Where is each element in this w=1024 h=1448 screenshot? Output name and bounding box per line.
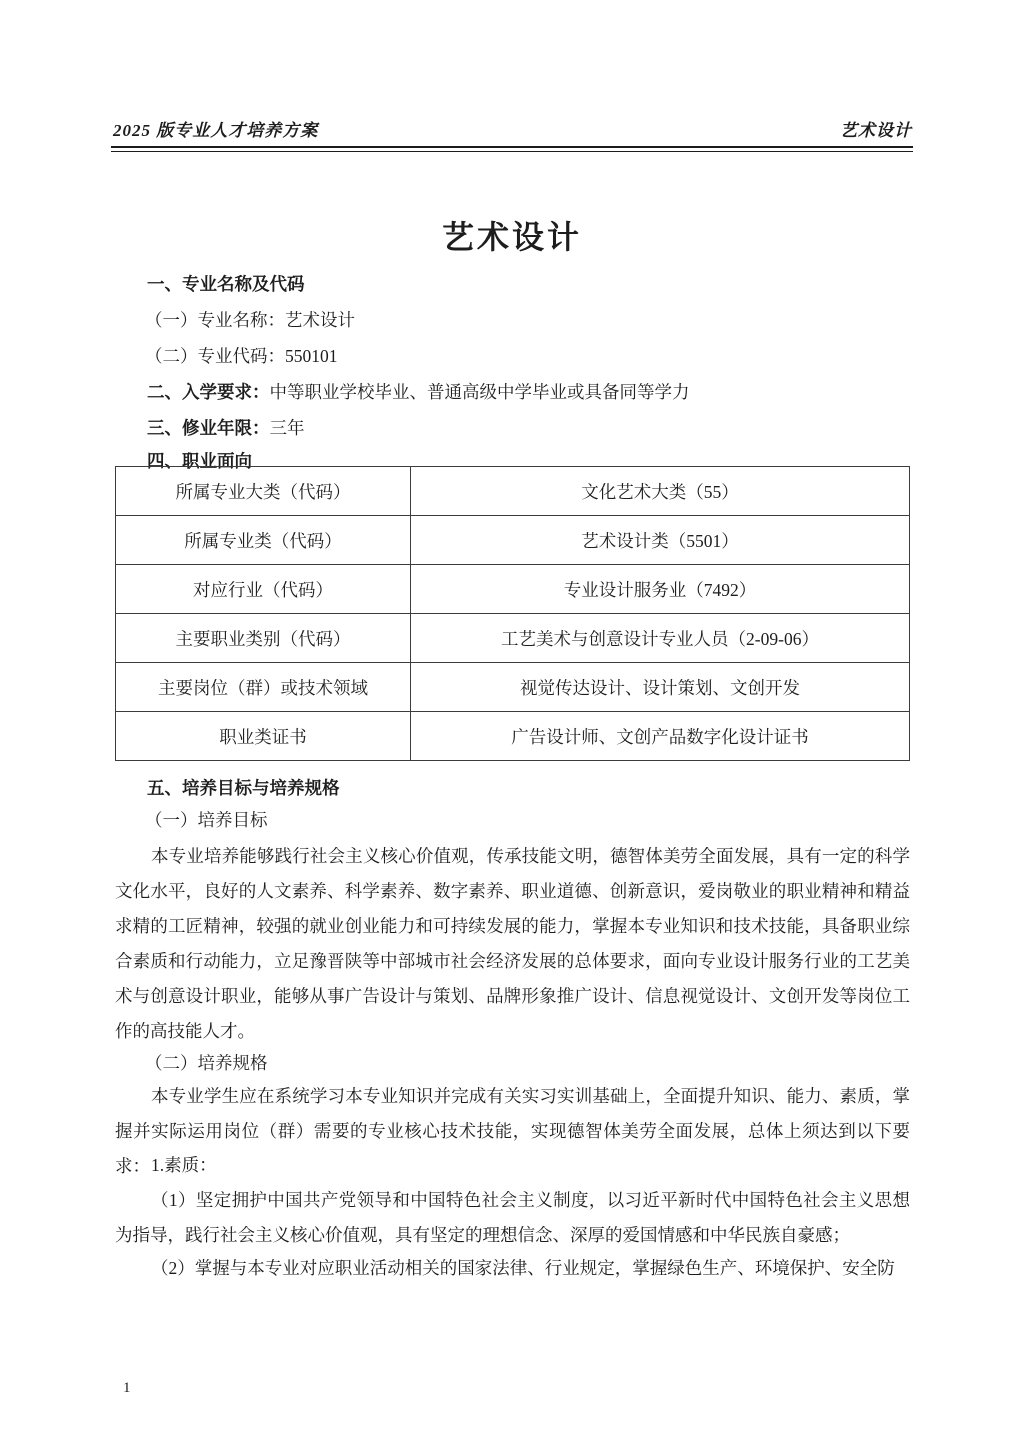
table-cell-label: 所属专业大类（代码） — [116, 467, 411, 516]
running-header-left: 2025 版专业人才培养方案 — [113, 121, 319, 140]
quality-label: 1.素质： — [151, 1155, 217, 1175]
table-cell-label: 主要岗位（群）或技术领域 — [116, 663, 411, 712]
page-number: 1 — [123, 1380, 131, 1396]
section-5-subheading-goal: （一）培养目标 — [145, 810, 268, 830]
table-cell-label: 主要职业类别（代码） — [116, 614, 411, 663]
section-1-heading: 一、专业名称及代码 — [147, 274, 305, 294]
section-3-label: 三、修业年限： — [147, 418, 270, 438]
section-3-duration — [115, 411, 910, 446]
section-2-text: 中等职业学校毕业、普通高级中学毕业或具备同等学力 — [269, 382, 690, 402]
section-2-admission — [115, 375, 910, 410]
table-cell-label: 对应行业（代码） — [116, 565, 411, 614]
table-cell-value: 艺术设计类（5501） — [411, 516, 910, 565]
section-1-item-code: （二）专业代码：550101 — [145, 346, 338, 366]
section-3-text: 三年 — [269, 418, 305, 438]
table-cell-value: 文化艺术大类（55） — [411, 467, 910, 516]
quality-item-2: （2）掌握与本专业对应职业活动相关的国家法律、行业规定，掌握绿色生产、环境保护、安全防 — [151, 1258, 895, 1278]
table-cell-label: 所属专业类（代码） — [116, 516, 411, 565]
table-row — [116, 467, 910, 516]
table-row — [116, 663, 910, 712]
table-cell-value: 广告设计师、文创产品数字化设计证书 — [411, 712, 910, 761]
section-1-item-name: （一）专业名称：艺术设计 — [145, 310, 355, 330]
table-row — [116, 712, 910, 761]
header-double-rule — [111, 146, 913, 152]
table-cell-value: 工艺美术与创意设计专业人员（2-09-06） — [411, 614, 910, 663]
section-5-subheading-spec: （二）培养规格 — [145, 1053, 268, 1073]
quality-item-1: （1）坚定拥护中国共产党领导和中国特色社会主义制度，以习近平新时代中国特色社会主义思想为指导，践行社会主义核心价值观，具有坚定的理想信念、深厚的爱国情感和中华民族自豪感； — [115, 1190, 910, 1245]
table-cell-label: 职业类证书 — [116, 712, 411, 761]
table-row — [116, 614, 910, 663]
table-cell-value: 视觉传达设计、设计策划、文创开发 — [411, 663, 910, 712]
career-orientation-table — [115, 466, 910, 761]
section-5-heading: 五、培养目标与培养规格 — [147, 778, 340, 798]
section-2-label: 二、入学要求： — [147, 382, 270, 402]
page-title: 艺术设计 — [441, 219, 582, 255]
table-row — [116, 565, 910, 614]
running-header — [113, 116, 912, 141]
table-cell-value: 专业设计服务业（7492） — [411, 565, 910, 614]
section-4-heading: 四、职业面向 — [147, 451, 252, 471]
training-spec-paragraph: 本专业学生应在系统学习本专业知识并完成有关实习实训基础上，全面提升知识、能力、素质，掌握并实际运用岗位（群）需要的专业核心技术技能，实现德智体美劳全面发展，总体上须达到以下要求： — [115, 1086, 910, 1176]
running-header-right: 艺术设计 — [840, 121, 912, 140]
training-goal-paragraph: 本专业培养能够践行社会主义核心价值观，传承技能文明，德智体美劳全面发展，具有一定的科学文化水平，良好的人文素养、科学素养、数字素养、职业道德、创新意识，爱岗敬业的职业精神和精益求精的工匠精神，较强的就业创业能力和可持续发展的能力，掌握本专业知识和技术技能，具备职业综合素质和行动能力，立足豫晋陕等中部城市社会经济发展的总体要求，面向专业设计服务行业的工艺美术与创意设计职业，能够从事广告设计与策划、品牌形象推广设计、信息视觉设计、文创开发等岗位工作的高技能人才。 — [115, 846, 910, 1041]
table-row — [116, 516, 910, 565]
